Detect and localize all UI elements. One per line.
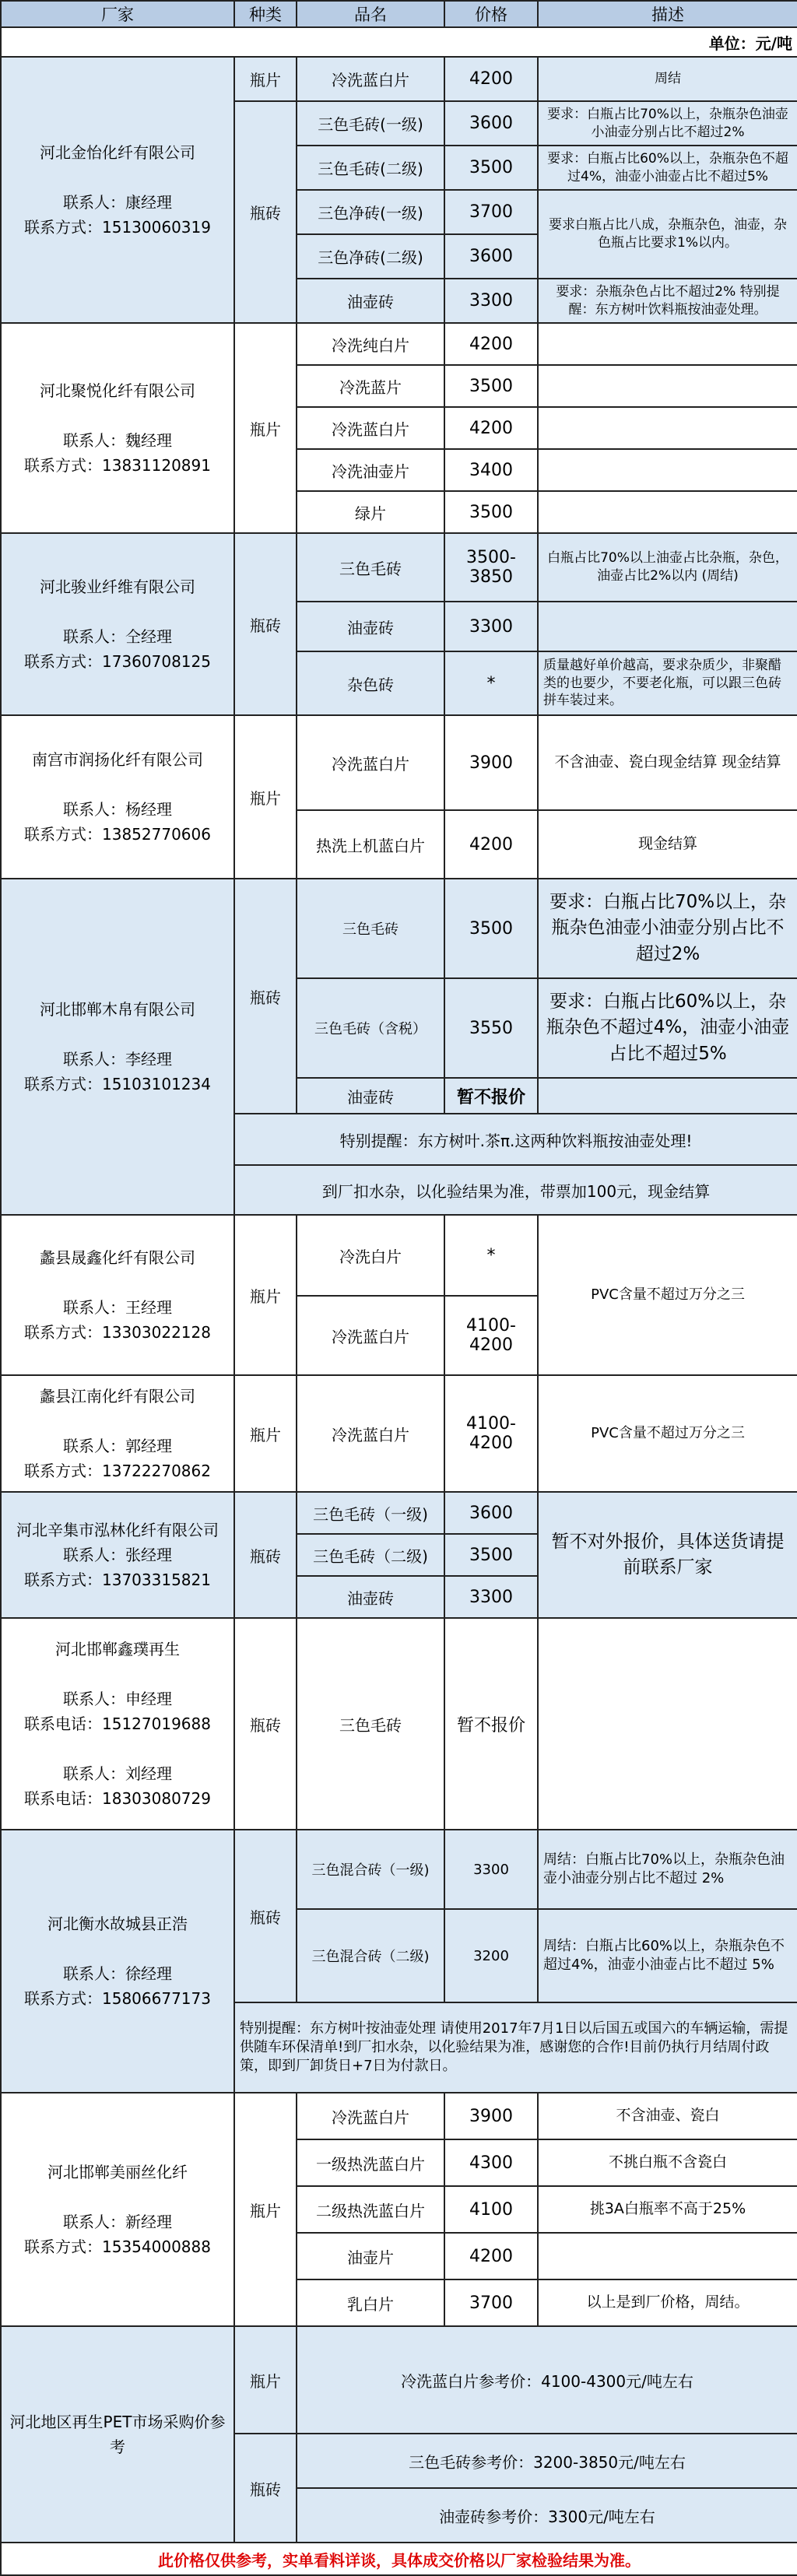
company-3 <box>1 533 234 715</box>
price: 3500 <box>444 146 538 190</box>
description: PVC含量不超过万分之三 <box>538 1375 797 1492</box>
contact-phone: 联系电话：18303080729 <box>24 1789 211 1808</box>
price: 3400 <box>444 449 538 491</box>
settlement-note: 到厂扣水杂，以化验结果为准，带票加100元，现金结算 <box>234 1165 797 1215</box>
contact-phone: 联系方式：13722270862 <box>24 1462 211 1480</box>
company-name: 河北骏业纤维有限公司 <box>40 577 195 596</box>
description: 要求：白瓶占比60%以上，杂瓶杂色不超过4%，油壶小油壶占比不超过5% <box>538 978 797 1078</box>
description: 挑3A白瓶率不高于25% <box>538 2186 797 2233</box>
contact-person: 联系人：王经理 <box>63 1298 172 1317</box>
contact-phone: 联系方式：15103101234 <box>24 1075 211 1093</box>
category: 瓶片 <box>234 715 297 879</box>
product: 油壶砖 <box>297 1576 444 1618</box>
contact-person: 联系人：李经理 <box>63 1050 172 1069</box>
contact-phone: 联系方式：17360708125 <box>24 652 211 671</box>
header-company: 厂家 <box>1 1 234 27</box>
price: 3700 <box>444 190 538 234</box>
price: 4200 <box>444 810 538 879</box>
description <box>538 323 797 365</box>
special-note: 特别提醒：东方树叶按油壶处理 请使用2017年7月1日以后国五或国六的车辆运输，需提供随车环保清单!到厂扣水杂，以化验结果为准，感谢您的合作!目前仍执行月结周付政策，即到厂卸货日+7日为付款日。 <box>234 2002 797 2093</box>
price: 3900 <box>444 2093 538 2139</box>
header-desc: 描述 <box>538 1 797 27</box>
price: 暂不报价 <box>444 1078 538 1114</box>
price: 3900 <box>444 715 538 810</box>
product: 冷洗蓝白片 <box>297 407 444 449</box>
product: 乳白片 <box>297 2279 444 2326</box>
description <box>538 407 797 449</box>
product: 三色混合砖（一级) <box>297 1830 444 1909</box>
price: 4100 <box>444 2186 538 2233</box>
reference-oil-brick-price: 油壶砖参考价：3300元/吨左右 <box>297 2488 797 2543</box>
price: 4200 <box>444 57 538 101</box>
contact-person: 联系人：仝经理 <box>63 627 172 646</box>
contact-person: 联系人：张经理 <box>63 1546 172 1564</box>
price: 3500 <box>444 879 538 978</box>
price: 3300 <box>444 1576 538 1618</box>
category: 瓶砖 <box>234 1830 297 2002</box>
product: 冷洗蓝白片 <box>297 57 444 101</box>
product: 一级热洗蓝白片 <box>297 2139 444 2186</box>
unit-label: 单位：元/吨 <box>1 27 797 57</box>
company-2 <box>1 323 234 533</box>
category: 瓶片 <box>234 1215 297 1375</box>
company-name: 河北邯郸美丽丝化纤 <box>47 2163 188 2181</box>
description <box>538 1078 797 1114</box>
contact-phone: 联系方式：13703315821 <box>24 1571 211 1589</box>
company-name: 河北聚悦化纤有限公司 <box>40 381 195 400</box>
product: 三色净砖(二级) <box>297 234 444 279</box>
contact-phone: 联系方式：15130060319 <box>24 218 211 237</box>
contact-phone: 联系方式：13852770606 <box>24 825 211 844</box>
header-row <box>1 1 797 27</box>
category: 瓶片 <box>234 2326 297 2434</box>
price: 4200 <box>444 407 538 449</box>
company-11 <box>1 2093 234 2326</box>
price: 暂不报价 <box>444 1618 538 1830</box>
description: 现金结算 <box>538 810 797 879</box>
company-4 <box>1 715 234 879</box>
company-name: 蠡县晟鑫化纤有限公司 <box>40 1248 195 1267</box>
category: 瓶片 <box>234 2093 297 2326</box>
price: 3500 <box>444 1534 538 1576</box>
product: 油壶砖 <box>297 279 444 323</box>
company-name: 河北邯郸木帛有限公司 <box>40 1000 195 1019</box>
header-price: 价格 <box>444 1 538 27</box>
product: 油壶片 <box>297 2233 444 2279</box>
price: 4200 <box>444 2233 538 2279</box>
header-category: 种类 <box>234 1 297 27</box>
product: 冷洗蓝片 <box>297 365 444 407</box>
description: 质量越好单价越高，要求杂质少，非聚醋类的也要少，不要老化瓶，可以跟三色砖拼车装过来。 <box>538 651 797 715</box>
product: 三色净砖(一级) <box>297 190 444 234</box>
product: 冷洗蓝白片 <box>297 1296 444 1375</box>
contact-person: 联系人：魏经理 <box>63 431 172 450</box>
unit-row <box>1 27 797 57</box>
description: PVC含量不超过万分之三 <box>538 1215 797 1375</box>
reference-flake-price: 冷洗蓝白片参考价：4100-4300元/吨左右 <box>297 2326 797 2434</box>
contact-phone: 联系方式：13831120891 <box>24 456 211 475</box>
price: 3500-3850 <box>444 533 538 602</box>
contact-person: 联系人：杨经理 <box>63 800 172 819</box>
reference-brick-price: 三色毛砖参考价：3200-3850元/吨左右 <box>297 2434 797 2488</box>
category: 瓶砖 <box>234 1618 297 1830</box>
description <box>538 449 797 491</box>
description: 以上是到厂价格，周结。 <box>538 2279 797 2326</box>
company-name: 河北金怡化纤有限公司 <box>40 143 195 162</box>
category: 瓶片 <box>234 57 297 101</box>
contact-person: 联系人：康经理 <box>63 193 172 212</box>
price: * <box>444 1215 538 1296</box>
product: 冷洗油壶片 <box>297 449 444 491</box>
product: 三色毛砖（含税） <box>297 978 444 1078</box>
price: 3600 <box>444 234 538 279</box>
company-9 <box>1 1618 234 1830</box>
contact-phone: 联系方式：15806677173 <box>24 1989 211 2008</box>
category: 瓶片 <box>234 323 297 533</box>
header-product: 品名 <box>297 1 444 27</box>
description: 周结：白瓶占比60%以上，杂瓶杂色不超过4%，油壶小油壶占比不超过 5% <box>538 1909 797 2002</box>
contact-person: 联系人：徐经理 <box>63 1964 172 1983</box>
price: 3300 <box>444 1830 538 1909</box>
description: 白瓶占比70%以上油壶占比杂瓶，杂色，油壶占比2%以内 (周结) <box>538 533 797 602</box>
product: 三色毛砖（二级) <box>297 1534 444 1576</box>
product: 三色毛砖 <box>297 533 444 602</box>
footer-disclaimer: 此价格仅供参考，实单看料详谈，具体成交价格以厂家检验结果为准。 <box>1 2543 797 2575</box>
product: 冷洗白片 <box>297 1215 444 1296</box>
market-reference <box>1 2326 234 2543</box>
company-name: 河北辛集市泓林化纤有限公司 <box>16 1521 219 1539</box>
price: 4300 <box>444 2139 538 2186</box>
product: 三色毛砖(一级) <box>297 101 444 146</box>
description: 周结：白瓶占比70%以上，杂瓶杂色油壶小油壶分别占比不超过 2% <box>538 1830 797 1909</box>
description: 要求：杂瓶杂色占比不超过2% 特别提醒：东方树叶饮料瓶按油壶处理。 <box>538 279 797 323</box>
description <box>538 2233 797 2279</box>
description: 不挑白瓶不含瓷白 <box>538 2139 797 2186</box>
price: 3300 <box>444 279 538 323</box>
category: 瓶片 <box>234 1375 297 1492</box>
special-note: 特别提醒：东方树叶.茶π.这两种饮料瓶按油壶处理! <box>234 1114 797 1165</box>
price: 3500 <box>444 491 538 533</box>
description <box>538 365 797 407</box>
product: 冷洗蓝白片 <box>297 715 444 810</box>
contact-person: 联系人：新经理 <box>63 2213 172 2231</box>
contact-phone: 联系方式：15354000888 <box>24 2237 211 2256</box>
contact-phone: 联系电话：15127019688 <box>24 1714 211 1733</box>
price: 3300 <box>444 602 538 651</box>
product: 热洗上机蓝白片 <box>297 810 444 879</box>
contact-person: 联系人：申经理 <box>63 1690 172 1708</box>
company-5 <box>1 879 234 1215</box>
price: * <box>444 651 538 715</box>
product: 三色毛砖 <box>297 879 444 978</box>
product: 二级热洗蓝白片 <box>297 2186 444 2233</box>
company-name: 河北邯郸鑫璞再生 <box>55 1640 180 1658</box>
description: 不含油壶、瓷白 <box>538 2093 797 2139</box>
reference-title: 河北地区再生PET市场采购价参考 <box>9 2413 226 2456</box>
company-1 <box>1 57 234 323</box>
company-name: 南宫市润扬化纤有限公司 <box>32 750 203 769</box>
company-7 <box>1 1375 234 1492</box>
price: 4100-4200 <box>444 1296 538 1375</box>
company-6 <box>1 1215 234 1375</box>
description: 不含油壶、瓷白现金结算 现金结算 <box>538 715 797 810</box>
contact-phone: 联系方式：13303022128 <box>24 1323 211 1342</box>
product: 绿片 <box>297 491 444 533</box>
category: 瓶砖 <box>234 1492 297 1618</box>
price: 3600 <box>444 1492 538 1534</box>
price: 3500 <box>444 365 538 407</box>
price: 3700 <box>444 2279 538 2326</box>
description: 要求：白瓶占比70%以上，杂瓶杂色油壶小油壶分别占比不超过2% <box>538 101 797 146</box>
company-name: 河北衡水故城县正浩 <box>47 1914 188 1933</box>
product: 三色毛砖 <box>297 1618 444 1830</box>
contact-person: 联系人：刘经理 <box>63 1764 172 1783</box>
description: 要求：白瓶占比70%以上，杂瓶杂色油壶小油壶分别占比不超过2% <box>538 879 797 978</box>
price: 3200 <box>444 1909 538 2002</box>
company-10 <box>1 1830 234 2093</box>
category: 瓶砖 <box>234 879 297 1114</box>
price: 4100-4200 <box>444 1375 538 1492</box>
description: 暂不对外报价，具体送货请提前联系厂家 <box>538 1492 797 1618</box>
product: 冷洗纯白片 <box>297 323 444 365</box>
price: 3550 <box>444 978 538 1078</box>
description: 周结 <box>538 57 797 101</box>
product: 三色混合砖（二级) <box>297 1909 444 2002</box>
company-name: 蠡县江南化纤有限公司 <box>40 1387 195 1406</box>
contact-person: 联系人：郭经理 <box>63 1437 172 1455</box>
category: 瓶砖 <box>234 533 297 715</box>
description <box>538 1618 797 1830</box>
product: 冷洗蓝白片 <box>297 2093 444 2139</box>
product: 三色毛砖(二级) <box>297 146 444 190</box>
description <box>538 602 797 651</box>
product: 油壶砖 <box>297 602 444 651</box>
product: 三色毛砖（一级) <box>297 1492 444 1534</box>
category: 瓶砖 <box>234 2434 297 2543</box>
category: 瓶砖 <box>234 101 297 323</box>
description: 要求：白瓶占比60%以上，杂瓶杂色不超过4%，油壶小油壶占比不超过5% <box>538 146 797 190</box>
company-8 <box>1 1492 234 1618</box>
product: 杂色砖 <box>297 651 444 715</box>
description <box>538 491 797 533</box>
price: 4200 <box>444 323 538 365</box>
product: 油壶砖 <box>297 1078 444 1114</box>
product: 冷洗蓝白片 <box>297 1375 444 1492</box>
price: 3600 <box>444 101 538 146</box>
description: 要求白瓶占比八成，杂瓶杂色，油壶，杂色瓶占比要求1%以内。 <box>538 190 797 279</box>
